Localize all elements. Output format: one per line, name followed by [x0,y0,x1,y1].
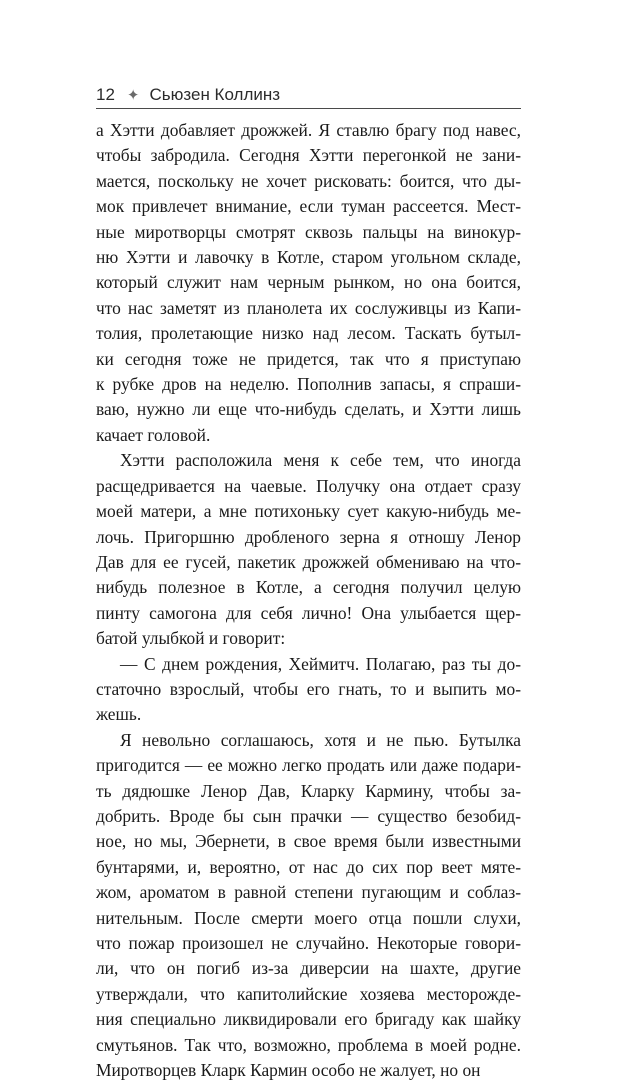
text-line: ные миротворцы смотрят сквозь пальцы на винокур- [96,221,521,242]
text-line: который служит нам черным рынком, но она боится, [96,272,521,293]
text-line: а Хэтти добавляет дрожжей. Я ставлю брагу под навес, [96,120,521,140]
text-line: Я невольно соглашаюсь, хотя и не пью. Бутылка [120,729,521,750]
text-line: ваю, нужно ли еще что-нибудь сделать, и Хэтти лишь [96,399,521,420]
text-line: — С днем рождения, Хеймитч. Полагаю, раз ты до- [120,653,521,674]
text-line: качает головой. [96,424,211,445]
paragraph [96,448,521,651]
text-line: бунтарями, и, вероятно, от нас до сих пор веет мяте- [96,856,521,877]
text-line: нительным. После смерти моего отца пошли слухи, [96,907,521,928]
text-line: ли, что он погиб из-за диверсии на шахте, другие [96,958,521,979]
page-number: 12 [96,85,115,104]
text-line: Дав для ее гусей, пакетик дрожжей обмениваю на что- [96,551,521,572]
text-line: Миротворцев Кларк Кармин особо не жалует, но он [96,1060,481,1081]
text-line: моей матери, а мне потихоньку сует какую-нибудь ме- [96,501,521,522]
text-line: нибудь полезное в Котле, а сегодня получил целую [96,577,521,598]
page-body-text [96,118,521,1083]
text-line: батой улыбкой и говорит: [96,628,286,649]
star-ornament-icon: ✦ [126,87,140,104]
text-line: ное, но мы, Эбернети, в свое время были известными [96,831,521,852]
text-line: ню Хэтти и лавочку в Котле, старом угольном складе, [96,247,521,268]
text-line: к рубке дров на неделю. Пополнив запасы, я спраши- [96,374,521,395]
text-line: что пожар произошел не случайно. Некоторые говори- [96,933,521,953]
author-name: Сьюзен Коллинз [149,85,281,104]
paragraph [96,652,521,728]
header-divider [96,108,521,109]
text-line: жом, ароматом в равной степени пугающим и соблаз- [96,882,521,903]
text-line: пинту самогона для себя лично! Она улыбается щер- [96,602,521,623]
text-line: ния специально ликвидировали его бригаду как шайку [96,1009,521,1030]
text-line: мок привлечет внимание, если туман рассеется. Мест- [96,196,521,217]
text-line: чтобы забродила. Сегодня Хэтти перегонкой не зани- [96,145,521,166]
text-line: утверждали, что капитолийские хозяева месторожде- [96,983,521,1004]
text-line: добрить. Вроде бы сын прачки — существо безобид- [96,805,521,826]
text-line: Хэтти расположила меня к себе тем, что иногда [120,450,521,471]
text-line: мается, поскольку не хочет рисковать: боится, что ды- [96,170,521,191]
text-line: что нас заметят из планолета их сослуживцы из Капи- [96,297,521,318]
text-line: толия, пролетающие низко над лесом. Таскать бутыл- [96,323,521,344]
text-line: статочно взрослый, чтобы его гнать, то и выпить мо- [96,678,521,699]
text-line: ть дядюшке Ленор Дав, Кларку Кармину, чтобы за- [96,780,521,801]
running-header [96,82,521,108]
text-line: расщедривается на чаевые. Получку она отдает сразу [96,475,521,496]
text-line: ки сегодня тоже не придется, так что я приступаю [96,348,521,369]
text-line: смутьянов. Так что, возможно, проблема в моей родне. [96,1034,521,1055]
text-line: пригодится — ее можно легко продать или даже подари- [96,755,521,776]
paragraph [96,728,521,1083]
text-line: жешь. [96,704,142,725]
paragraph [96,118,521,448]
text-line: лочь. Пригоршню дробленого зерна я отношу Ленор [96,526,521,547]
